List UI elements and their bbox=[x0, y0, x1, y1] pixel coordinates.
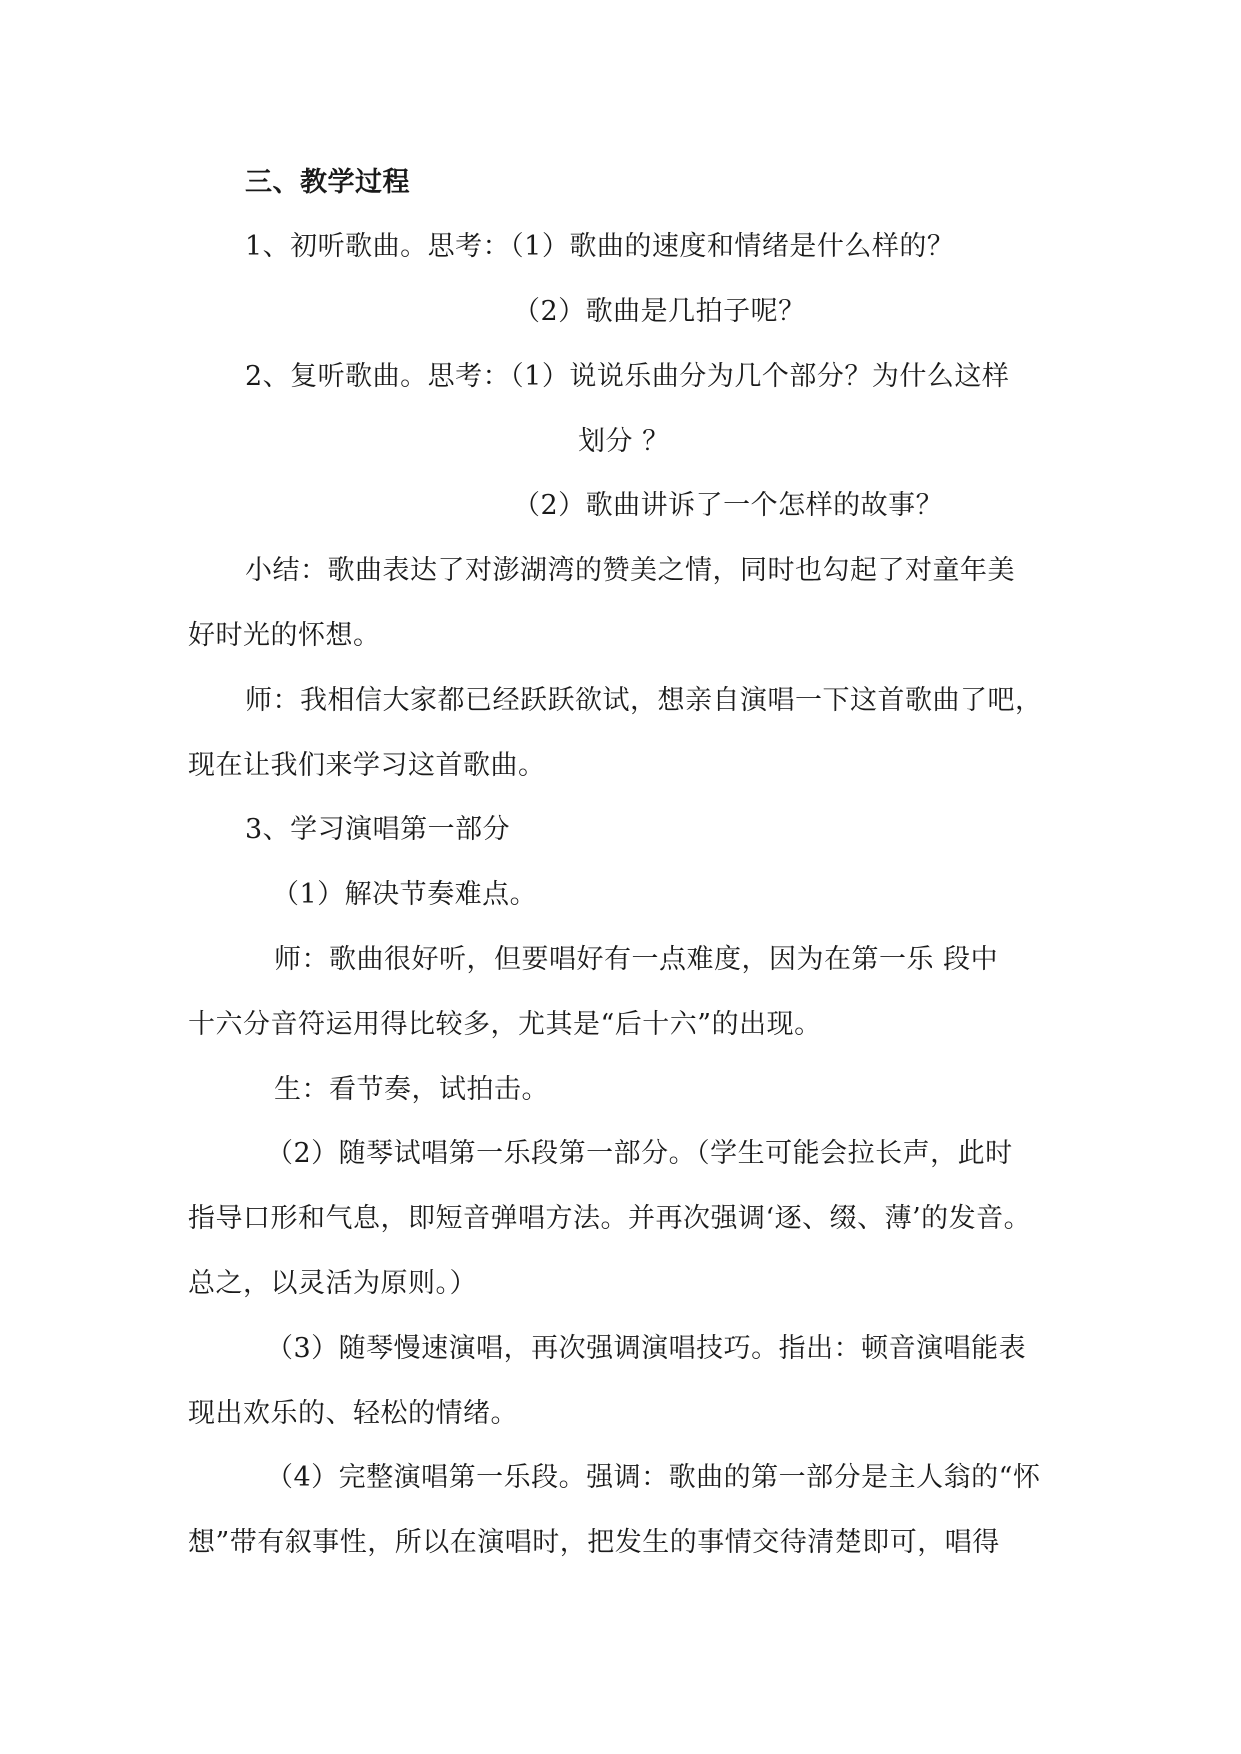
paragraph-line: （2）随琴试唱第一乐段第一部分。（学生可能会拉长声，此时 bbox=[266, 1138, 1013, 1169]
paragraph-line: 1、初听歌曲。思考：（1）歌曲的速度和情绪是什么样的？ bbox=[245, 231, 955, 262]
paragraph-line: 现出欢乐的、轻松的情绪。 bbox=[188, 1398, 518, 1429]
paragraph-line: 总之，以灵活为原则。） bbox=[188, 1268, 477, 1299]
paragraph-line: （2）歌曲是几拍子呢？ bbox=[513, 296, 806, 327]
paragraph-line: （1）解决节奏难点。 bbox=[272, 879, 538, 910]
paragraph-line: 指导口形和气息，即短音弹唱方法。并再次强调‘逐、缀、薄’的发音。 bbox=[188, 1203, 1032, 1234]
paragraph-line: （4）完整演唱第一乐段。强调：歌曲的第一部分是主人翁的“怀 bbox=[266, 1462, 1041, 1493]
paragraph-line: 好时光的怀想。 bbox=[188, 620, 381, 651]
paragraph-line: 2、复听歌曲。思考：（1）说说乐曲分为几个部分？为什么这样 bbox=[245, 361, 1010, 392]
paragraph-line: 划分 ？ bbox=[578, 426, 670, 457]
paragraph-line: （2）歌曲讲诉了一个怎样的故事？ bbox=[513, 490, 944, 521]
paragraph-line: 想”带有叙事性，所以在演唱时，把发生的事情交待清楚即可，唱得 bbox=[188, 1527, 1000, 1558]
paragraph-line: 3、学习演唱第一部分 bbox=[245, 814, 511, 845]
section-heading: 三、教学过程 bbox=[245, 167, 410, 198]
paragraph-line: 师：歌曲很好听，但要唱好有一点难度，因为在第一乐 段中 bbox=[274, 944, 999, 975]
paragraph-line: 小结：歌曲表达了对澎湖湾的赞美之情，同时也勾起了对童年美 bbox=[245, 555, 1015, 586]
paragraph-line: 十六分音符运用得比较多，尤其是“后十六”的出现。 bbox=[188, 1009, 822, 1040]
paragraph-line: 现在让我们来学习这首歌曲。 bbox=[188, 750, 546, 781]
paragraph-line: （3）随琴慢速演唱，再次强调演唱技巧。指出：顿音演唱能表 bbox=[266, 1333, 1027, 1364]
paragraph-line: 生：看节奏，试拍击。 bbox=[274, 1074, 549, 1105]
paragraph-line: 师：我相信大家都已经跃跃欲试，想亲自演唱一下这首歌曲了吧， bbox=[245, 685, 1043, 716]
